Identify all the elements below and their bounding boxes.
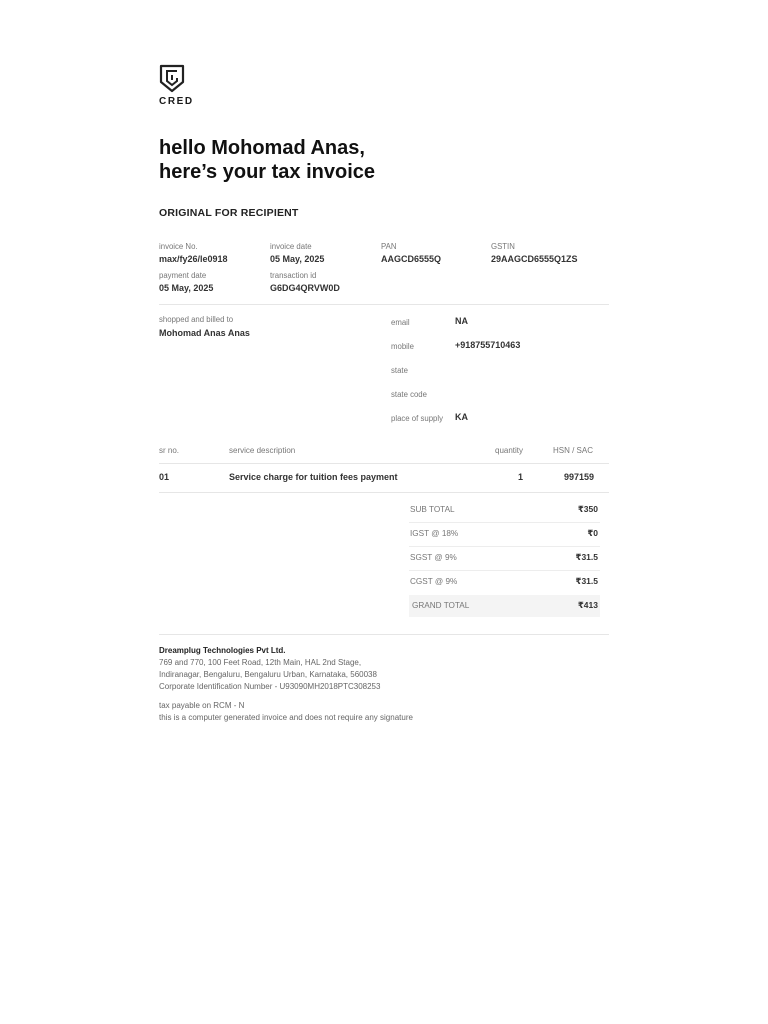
igst-value: ₹0 bbox=[587, 528, 598, 538]
page-title bbox=[159, 136, 375, 184]
place-of-supply-label: place of supply bbox=[391, 414, 444, 423]
cgst-label: CGST @ 9% bbox=[410, 577, 458, 586]
divider bbox=[159, 634, 609, 635]
mobile-label: mobile bbox=[391, 342, 414, 351]
row-hsn: 997159 bbox=[564, 472, 595, 482]
row-sr: 01 bbox=[159, 472, 170, 482]
gstin-label: GSTIN bbox=[491, 242, 515, 251]
invoice-no-block bbox=[159, 242, 228, 264]
sub-total-row bbox=[409, 499, 600, 521]
email-label: email bbox=[391, 318, 410, 327]
state-code-row bbox=[391, 388, 611, 402]
transaction-id-label: transaction id bbox=[270, 271, 317, 280]
col-header-quantity: quantity bbox=[495, 446, 524, 455]
gstin-value: 29AAGCD6555Q1ZS bbox=[491, 254, 578, 264]
row-quantity: 1 bbox=[518, 472, 524, 482]
place-of-supply-value: KA bbox=[455, 412, 468, 422]
gstin-block bbox=[491, 242, 578, 264]
cgst-row bbox=[409, 571, 600, 593]
payment-date-block bbox=[159, 271, 213, 293]
divider bbox=[159, 463, 609, 464]
pan-block bbox=[381, 242, 441, 264]
divider bbox=[159, 304, 609, 305]
email-value: NA bbox=[455, 316, 468, 326]
invoice-no-label: invoice No. bbox=[159, 242, 198, 251]
place-of-supply-row bbox=[391, 412, 611, 426]
invoice-date-value: 05 May, 2025 bbox=[270, 254, 325, 264]
sgst-value: ₹31.5 bbox=[575, 552, 598, 562]
mobile-row bbox=[391, 340, 611, 354]
igst-label: IGST @ 18% bbox=[410, 529, 459, 538]
invoice-no-value: max/fy26/le0918 bbox=[159, 254, 228, 264]
mobile-value: +918755710463 bbox=[455, 340, 521, 350]
address-line-2: Indiranagar, Bengaluru, Bengaluru Urban, Karnataka, 560038 bbox=[159, 670, 377, 679]
divider bbox=[159, 492, 609, 493]
greeting-line-1: hello Mohomad Anas, bbox=[159, 137, 365, 159]
footer bbox=[159, 645, 609, 724]
cgst-value: ₹31.5 bbox=[575, 576, 598, 586]
grand-total-row bbox=[409, 595, 600, 617]
col-header-hsn: HSN / SAC bbox=[553, 446, 594, 455]
pan-value: AAGCD6555Q bbox=[381, 254, 442, 264]
greeting-line-2: here’s your tax invoice bbox=[159, 161, 376, 183]
billed-to-block bbox=[159, 315, 250, 338]
brand-name: CRED bbox=[159, 96, 194, 107]
state-label: state bbox=[391, 366, 408, 375]
state-row bbox=[391, 364, 611, 378]
sub-total-label: SUB TOTAL bbox=[410, 505, 455, 514]
grand-total-value: ₹413 bbox=[577, 600, 598, 610]
address-line-1: 769 and 770, 100 Feet Road, 12th Main, HAL 2nd Stage, bbox=[159, 658, 362, 667]
tax-note: tax payable on RCM - N bbox=[159, 701, 245, 710]
signature-note: this is a computer generated invoice and does not require any signature bbox=[159, 713, 413, 722]
copy-type-heading: ORIGINAL FOR RECIPIENT bbox=[159, 207, 299, 219]
col-header-sr: sr no. bbox=[159, 446, 180, 455]
billed-to-label: shopped and billed to bbox=[159, 315, 234, 324]
payment-date-label: payment date bbox=[159, 271, 207, 280]
company-name: Dreamplug Technologies Pvt Ltd. bbox=[159, 646, 286, 655]
col-header-description: service description bbox=[229, 446, 296, 455]
transaction-id-block bbox=[270, 271, 340, 293]
row-description: Service charge for tuition fees payment bbox=[229, 472, 398, 482]
billed-to-value: Mohomad Anas Anas bbox=[159, 328, 250, 338]
transaction-id-value: G6DG4QRVW0D bbox=[270, 283, 340, 293]
payment-date-value: 05 May, 2025 bbox=[159, 283, 214, 293]
sgst-row bbox=[409, 547, 600, 569]
invoice-date-label: invoice date bbox=[270, 242, 312, 251]
cin-number: Corporate Identification Number - U93090MH2018PTC308253 bbox=[159, 682, 381, 691]
igst-row bbox=[409, 523, 600, 545]
pan-label: PAN bbox=[381, 242, 397, 251]
sub-total-value: ₹350 bbox=[577, 504, 598, 514]
invoice-date-block bbox=[270, 242, 324, 264]
grand-total-label: GRAND TOTAL bbox=[412, 601, 470, 610]
sgst-label: SGST @ 9% bbox=[410, 553, 457, 562]
state-code-label: state code bbox=[391, 390, 427, 399]
email-row bbox=[391, 316, 611, 330]
